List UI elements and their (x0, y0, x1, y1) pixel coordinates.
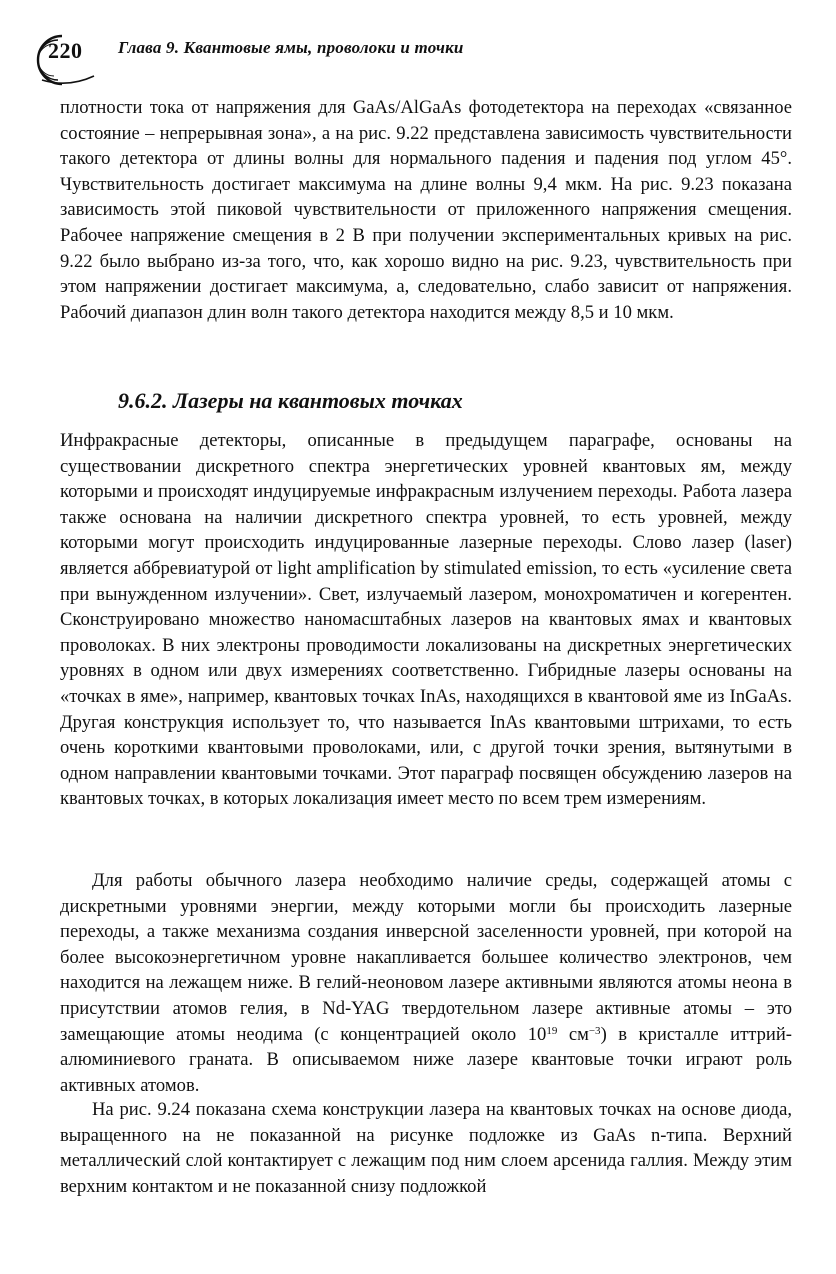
paragraph-text-end: ) в кристалле иттрий-алюминиевого граната. В описываемом ниже лазере квантовые точки играют роль активных атомов. (60, 1023, 792, 1096)
page-number: 220 (48, 38, 83, 63)
section-heading: 9.6.2. Лазеры на квантовых точках (118, 388, 463, 413)
concentration-exponent: 19 (546, 1024, 558, 1037)
concentration-unit: см (557, 1023, 589, 1045)
paragraph-laser-medium (60, 868, 792, 1098)
unit-exponent: −3 (588, 1024, 601, 1037)
paragraph-figure-description: На рис. 9.24 показана схема конструкции лазера на квантовых точках на основе диода, выращенного на не показанной на рисунке подложке из GaAs n-типа. Верхний металлический слой контактирует с лежащим под ним слоем арсенида галлия. Между этим верхним контактом и не показанной снизу подложкой (60, 1099, 792, 1197)
running-header: Глава 9. Квантовые ямы, проволоки и точки (118, 38, 464, 57)
paragraph-continuation: плотности тока от напряжения для GaAs/AlGaAs фотодетектора на переходах «связанное состояние – непрерывная зона», а на рис. 9.22 представлена зависимость чувствительности такого детектора от длины волны для нормального падения и падения под углом 45°. Чувствительность достигает максимума на длине волны 9,4 мкм. На рис. 9.23 показана зависимость этой пиковой чувствительности от приложенного напряжения смещения. Рабочее напряжение смещения в 2 В при получении экспериментальных кривых на рис. 9.22 было выбрано из-за того, что, как хорошо видно на рис. 9.23, чувствительность при этом напряжении достигает максимума, а, следовательно, слабо зависит от напряжения. Рабочий диапазон длин волн такого детектора находится между 8,5 и 10 мкм. (60, 97, 792, 323)
paragraph-intro: Инфракрасные детекторы, описанные в предыдущем параграфе, основаны на существовании дискретного спектра энергетических уровней квантовых ям, между которыми и происходят индуцируемые инфракрасным излучением переходы. Работа лазера также основана на наличии дискретного спектра уровней, то есть уровней, между которыми могут происходить индуцированные лазерные переходы. Слово лазер (laser) является аббревиатурой от light amplification by stimulated emission, то есть «усиление света при вынужденном излучении». Свет, излучаемый лазером, монохроматичен и когерентен. Сконструировано множество наномасштабных лазеров на квантовых ямах и квантовых проволоках. В них электроны проводимости локализованы на дискретных энергетических уровнях в одном или двух измерениях соответственно. Гибридные лазеры основаны на «точках в яме», например, квантовых точках InAs, находящихся в квантовой яме из InGaAs. Другая конструкция использует то, что называется InAs квантовыми штрихами, то есть очень короткими квантовыми проволоками, или, с другой точки зрения, вытянутыми в одном направлении квантовыми точками. Этот параграф посвящен обсуждению лазеров на квантовых точках, в которых локализация имеет место по всем трем измерениям. (60, 430, 792, 810)
paragraph-text-start: Для работы обычного лазера необходимо наличие среды, содержащей атомы с дискретными уровнями энергии, между которыми могли бы происходить лазерные переходы, а также механизма создания инверсной заселенности уровней, при которой на более высокоэнергетичном уровне накапливается большее количество электронов, чем находится на лежащем ниже. В гелий-неоновом лазере активными являются атомы неона в присутствии атомов гелия, в Nd-YAG твердотельном лазере активные атомы – это замещающие атомы неодима (с концентрацией около 10 (60, 870, 792, 1045)
